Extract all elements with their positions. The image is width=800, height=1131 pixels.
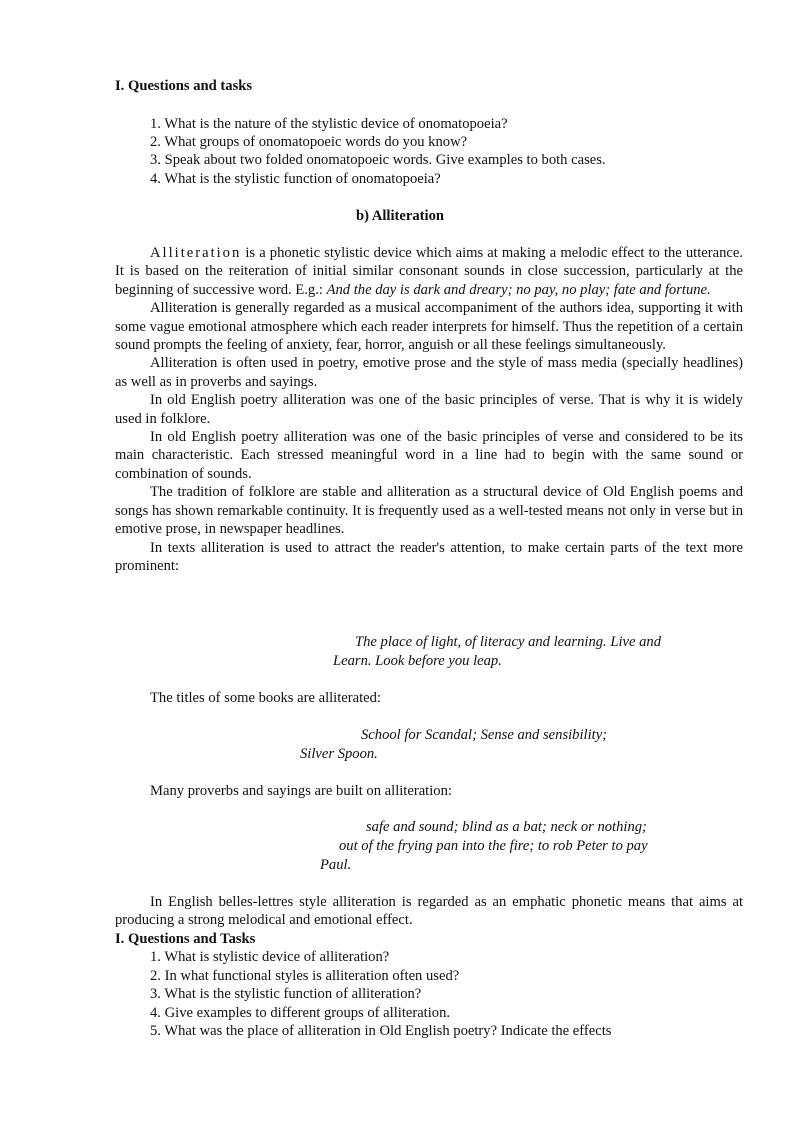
question-item: 2. In what functional styles is alliteration often used? <box>150 968 460 984</box>
question-item: 3. Speak about two folded onomatopoeic words. Give examples to both cases. <box>150 152 606 168</box>
paragraph: In old English poetry alliteration was one of the basic principles of verse and considered to be its main characteristic. Each stressed meaningful word in a line had to begin with the same sound or combination of sounds. <box>115 429 743 482</box>
paragraph: In old English poetry alliteration was one of the basic principles of verse. That is why it is widely used in folklore. <box>115 392 743 427</box>
paragraph-definition <box>115 244 743 299</box>
question-item: 3. What is the stylistic function of alliteration? <box>150 986 422 1002</box>
question-item: 5. What was the place of alliteration in Old English poetry? Indicate the effects <box>150 1023 612 1039</box>
titles-intro-text: The titles of some books are alliterated: <box>150 690 381 706</box>
quote-line: Paul. <box>320 857 352 873</box>
quote-line: Silver Spoon. <box>300 746 378 762</box>
definition-text: is a phonetic stylistic device which aims at making a melodic effect to the utterance. It is based on the reiteration of initial similar consonant sounds in close succession, particularly at the beginning of successive word. E.g.: <box>115 245 743 298</box>
quote-line: School for Scandal; Sense and sensibility; <box>361 727 608 743</box>
paragraph: In English belles-lettres style alliteration is regarded as an emphatic phonetic means that aims at producing a strong melodical and emotional effect. <box>115 894 743 929</box>
paragraph: Alliteration is often used in poetry, emotive prose and the style of mass media (specially headlines) as well as in proverbs and sayings. <box>115 355 743 390</box>
subsection-title-alliteration: b) Alliteration <box>356 208 444 224</box>
paragraph: In texts alliteration is used to attract the reader's attention, to make certain parts of the text more prominent: <box>115 539 743 574</box>
question-item: 4. What is the stylistic function of onomatopoeia? <box>150 171 441 187</box>
closing-paragraph-block <box>115 893 743 930</box>
example-text: And the day is dark and dreary; no pay, no play; fate and fortune. <box>326 281 711 298</box>
quote-line: Learn. Look before you leap. <box>333 653 502 669</box>
section-heading-alliteration-questions: I. Questions and Tasks <box>115 931 256 947</box>
alliteration-body <box>115 244 743 575</box>
quote-line: The place of light, of literacy and learning. Live and <box>355 634 662 650</box>
question-item: 1. What is stylistic device of alliteration? <box>150 949 390 965</box>
paragraph: Alliteration is generally regarded as a musical accompaniment of the authors idea, supporting it with some vague emotional atmosphere which each reader interprets for himself. Thus the repetition of a certain sound prompts the feeling of anxiety, fear, horror, anguish or all these feelings simultaneously. <box>115 300 743 354</box>
question-item: 4. Give examples to different groups of alliteration. <box>150 1005 451 1021</box>
quote-line: safe and sound; blind as a bat; neck or nothing; <box>366 819 647 835</box>
term-alliteration: Alliteration <box>150 245 242 261</box>
quote-line: out of the frying pan into the fire; to rob Peter to pay <box>339 838 648 854</box>
paragraph: The tradition of folklore are stable and alliteration as a structural device of Old English poems and songs has shown remarkable continuity. It is frequently used as a well-tested means not only in verse but in emotive prose, in newspaper headlines. <box>115 484 743 538</box>
section-heading-onomatopoeia-questions: I. Questions and tasks <box>115 78 253 94</box>
question-item: 1. What is the nature of the stylistic device of onomatopoeia? <box>150 116 508 132</box>
question-item: 2. What groups of onomatopoeic words do you know? <box>150 134 468 150</box>
proverbs-intro-text: Many proverbs and sayings are built on alliteration: <box>150 783 452 799</box>
